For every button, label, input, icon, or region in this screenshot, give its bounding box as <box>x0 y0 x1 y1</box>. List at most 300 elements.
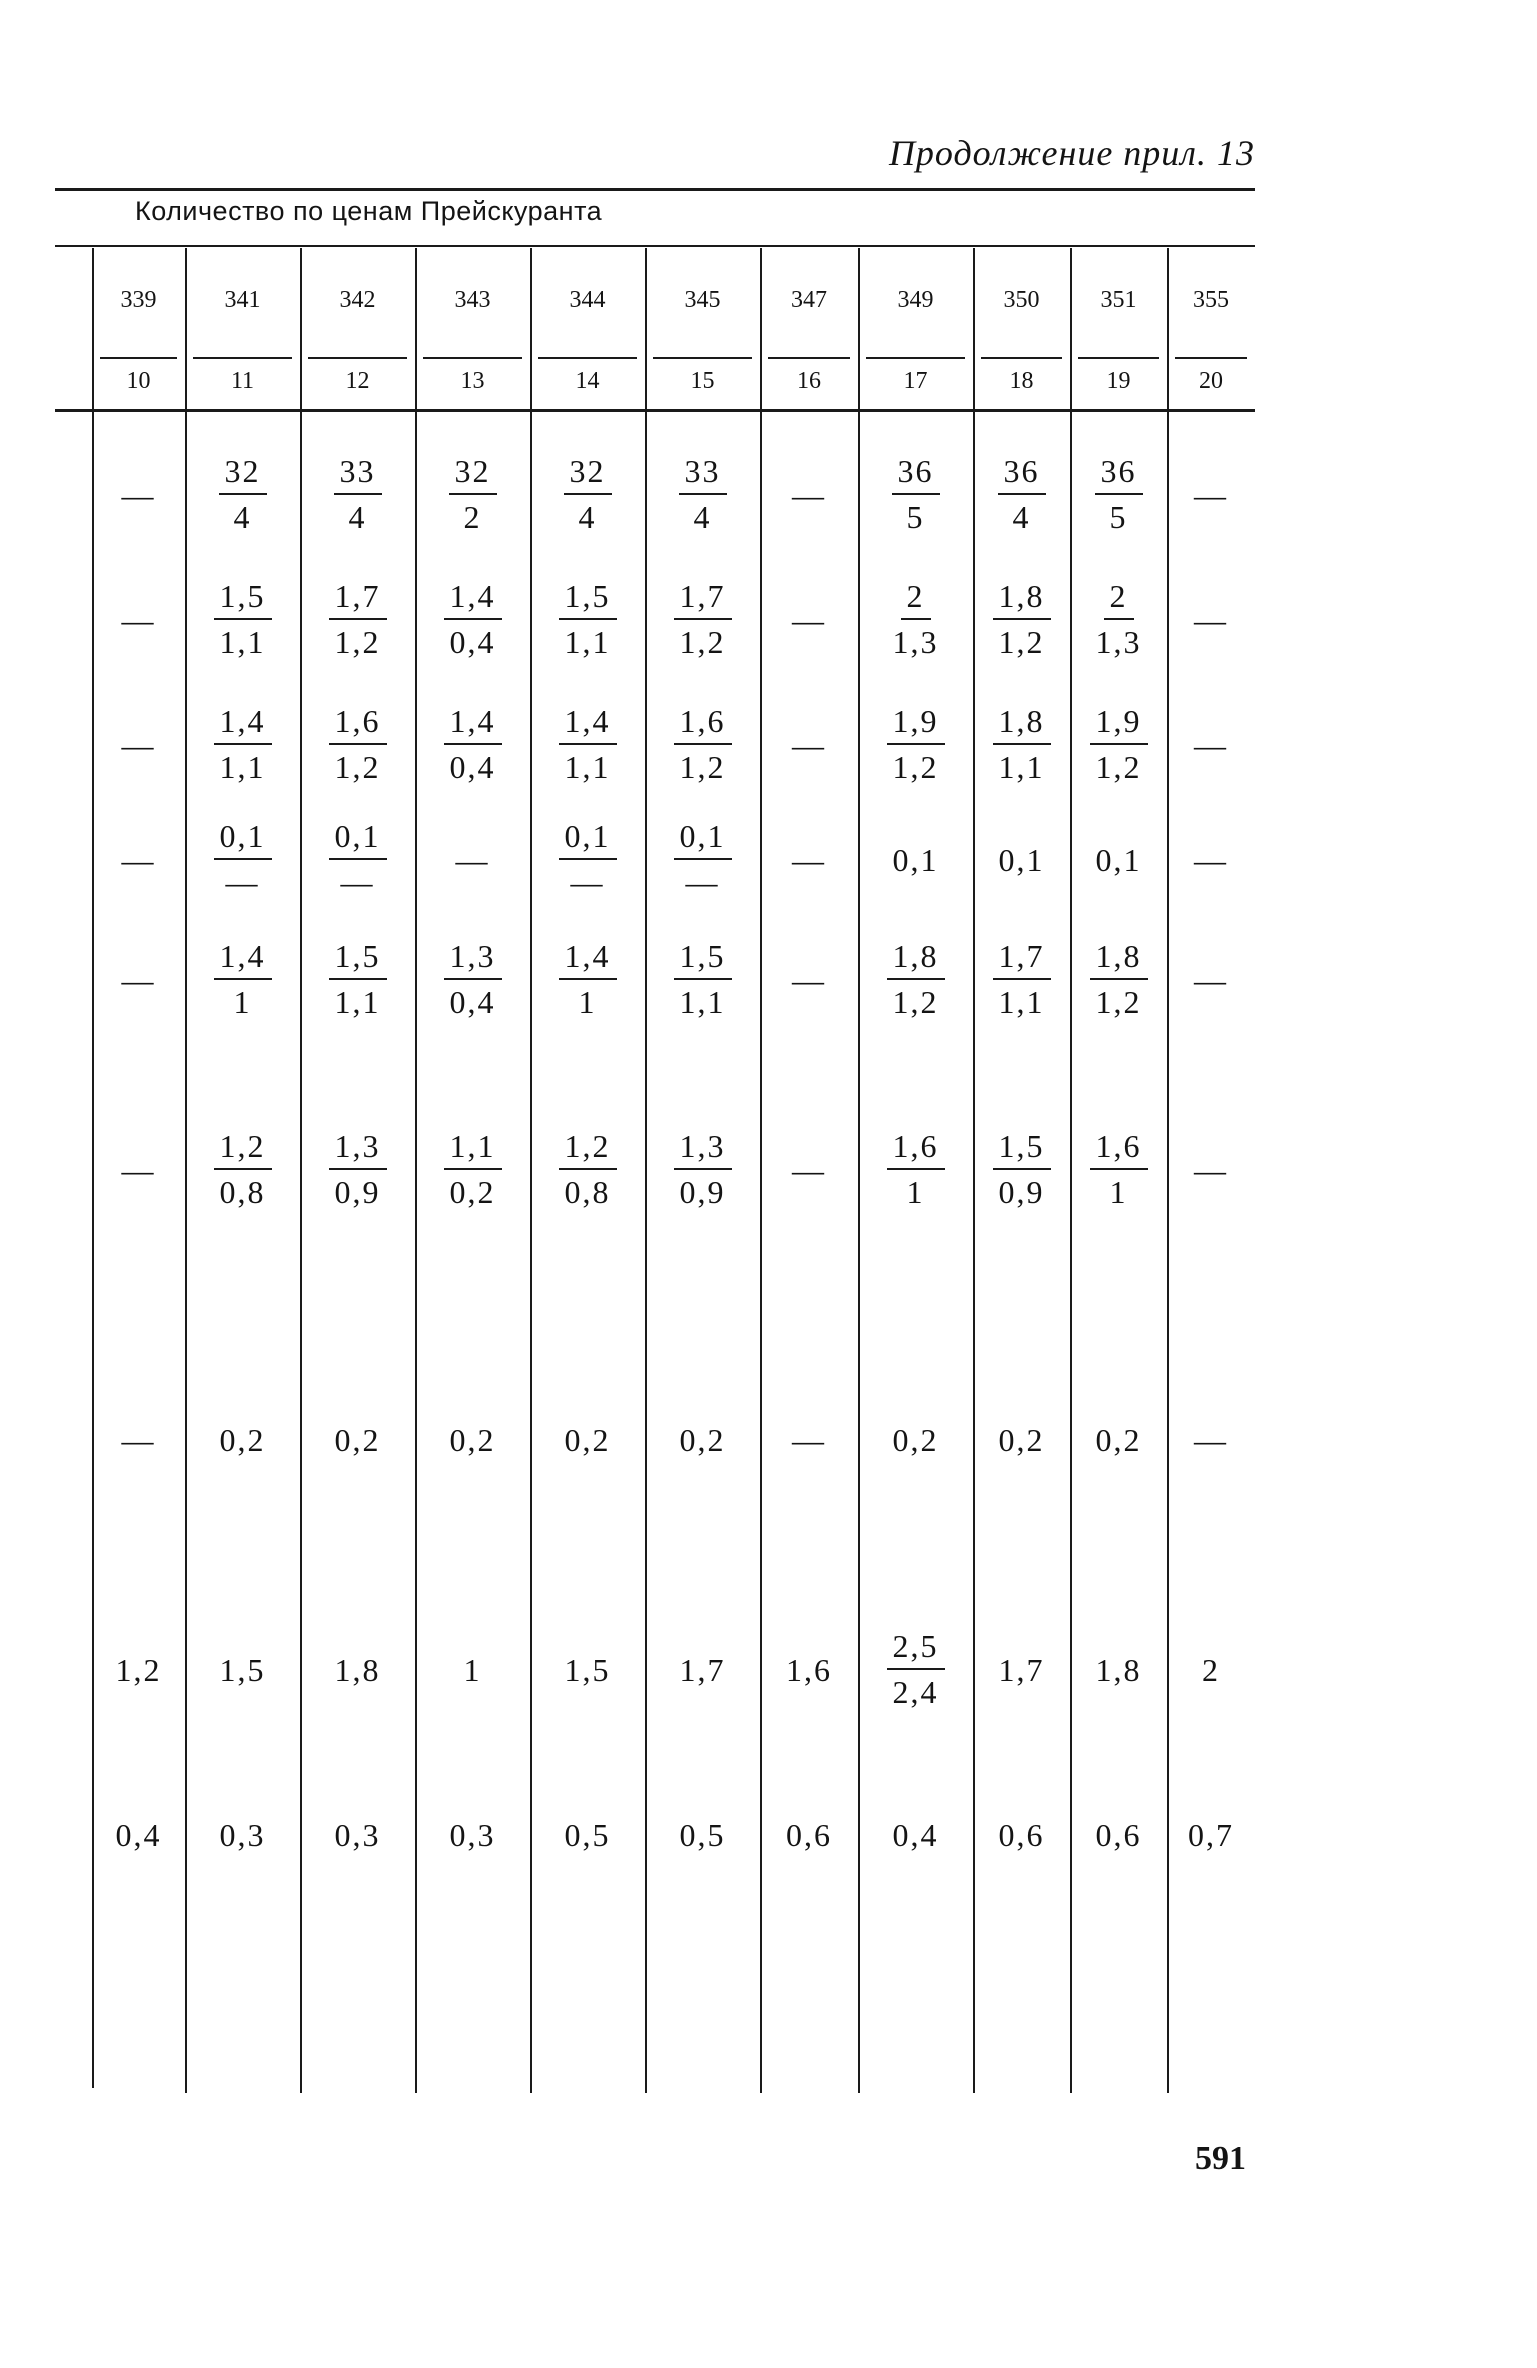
cell-value: 1,7 <box>998 1651 1045 1688</box>
fraction-numerator: 1,2 <box>214 1130 272 1170</box>
table-cell <box>645 1600 760 1740</box>
column-header: 347 <box>791 287 827 313</box>
dash-placeholder: — <box>792 601 826 638</box>
fraction-denominator: 4 <box>1012 498 1031 535</box>
header-sub-rule <box>653 357 752 359</box>
table-cell <box>415 1780 530 1890</box>
table-cell <box>92 925 185 1035</box>
table-cell <box>1070 690 1167 800</box>
table-cell <box>185 690 300 800</box>
table-cell <box>415 565 530 675</box>
column-number: 12 <box>345 368 370 394</box>
table-cell <box>185 1100 300 1240</box>
header-sub-rule <box>866 357 965 359</box>
fraction-denominator: 2 <box>463 498 482 535</box>
table-cell <box>858 1100 973 1240</box>
fraction-value <box>887 1630 945 1710</box>
header-sub-rule <box>423 357 522 359</box>
page-header: Продолжение прил. 13 <box>888 133 1255 173</box>
header-sub-rule <box>100 357 177 359</box>
table-cell <box>645 1380 760 1500</box>
fraction-value <box>214 1130 272 1210</box>
fraction-numerator: 1,8 <box>993 705 1051 745</box>
fraction-denominator: — <box>570 863 605 900</box>
fraction-numerator: 33 <box>679 455 727 495</box>
fraction-value <box>993 1130 1051 1210</box>
fraction-value <box>214 940 272 1020</box>
dash-placeholder: — <box>1194 476 1228 513</box>
table-cell <box>300 1100 415 1240</box>
table-cell <box>1070 810 1167 910</box>
fraction-denominator: 1,1 <box>219 623 266 660</box>
table-cell <box>973 440 1070 550</box>
table-cell <box>300 810 415 910</box>
fraction-numerator: 1,5 <box>329 940 387 980</box>
table-cell <box>415 1380 530 1500</box>
table-cell <box>645 1780 760 1890</box>
fraction-denominator: — <box>340 863 375 900</box>
table-cell <box>973 565 1070 675</box>
fraction-denominator: 4 <box>233 498 252 535</box>
table-cell <box>185 565 300 675</box>
table-cell <box>415 440 530 550</box>
table-cell <box>858 440 973 550</box>
fraction-value <box>329 580 387 660</box>
table-cell <box>530 565 645 675</box>
fraction-denominator: 0,9 <box>334 1173 381 1210</box>
fraction-denominator: 1 <box>1109 1173 1128 1210</box>
fraction-denominator: — <box>685 863 720 900</box>
fraction-numerator: 36 <box>892 455 940 495</box>
cell-value: 0,3 <box>219 1816 266 1853</box>
table-cell <box>530 1600 645 1740</box>
fraction-value <box>559 1130 617 1210</box>
fraction-numerator: 1,5 <box>993 1130 1051 1170</box>
fraction-value <box>674 940 732 1020</box>
fraction-denominator: 0,9 <box>679 1173 726 1210</box>
cell-value: 0,2 <box>679 1421 726 1458</box>
fraction-denominator: 1,2 <box>334 623 381 660</box>
fraction-denominator: 0,4 <box>449 623 496 660</box>
fraction-value <box>892 455 940 535</box>
fraction-value <box>679 455 727 535</box>
table-cell <box>415 1100 530 1240</box>
cell-value: 0,2 <box>892 1421 939 1458</box>
fraction-denominator: 1,1 <box>564 623 611 660</box>
table-cell <box>530 440 645 550</box>
fraction-numerator: 1,4 <box>444 705 502 745</box>
fraction-denominator: 1,2 <box>679 748 726 785</box>
column-number: 19 <box>1106 368 1131 394</box>
table-cell <box>185 810 300 910</box>
column-number: 17 <box>903 368 928 394</box>
fraction-numerator: 1,1 <box>444 1130 502 1170</box>
table-cell <box>1070 925 1167 1035</box>
table-cell <box>185 1600 300 1740</box>
dash-placeholder: — <box>121 841 156 878</box>
fraction-denominator: 1,1 <box>334 983 381 1020</box>
fraction-numerator: 1,3 <box>329 1130 387 1170</box>
table-cell <box>1070 1380 1167 1500</box>
table-cell <box>300 925 415 1035</box>
dash-placeholder: — <box>1194 726 1228 763</box>
cell-value: 0,4 <box>115 1816 162 1853</box>
column-number: 14 <box>575 368 600 394</box>
table-cell <box>760 810 858 910</box>
fraction-numerator: 0,1 <box>329 820 387 860</box>
fraction-numerator: 1,9 <box>887 705 945 745</box>
fraction-value <box>887 1130 945 1210</box>
dash-placeholder: — <box>792 726 826 763</box>
fraction-denominator: — <box>225 863 260 900</box>
fraction-numerator: 1,8 <box>887 940 945 980</box>
dash-placeholder: — <box>121 476 156 513</box>
dash-placeholder: — <box>121 1151 156 1188</box>
table-cell <box>300 440 415 550</box>
fraction-value <box>674 705 732 785</box>
table-cell <box>858 690 973 800</box>
dash-placeholder: — <box>792 961 826 998</box>
fraction-value <box>1090 940 1148 1020</box>
fraction-denominator: 1,1 <box>679 983 726 1020</box>
table-cell <box>1167 810 1255 910</box>
column-header: 342 <box>339 287 376 313</box>
dash-placeholder: — <box>792 841 826 878</box>
dash-placeholder: — <box>792 1151 826 1188</box>
column-header: 345 <box>684 287 721 313</box>
fraction-numerator: 1,9 <box>1090 705 1148 745</box>
fraction-numerator: 1,2 <box>559 1130 617 1170</box>
table-cell <box>1070 1780 1167 1890</box>
fraction-value <box>214 820 272 900</box>
table-cell <box>760 565 858 675</box>
table-cell <box>300 690 415 800</box>
column-number: 10 <box>126 368 151 394</box>
dash-placeholder: — <box>1194 1151 1228 1188</box>
table-cell <box>1167 1100 1255 1240</box>
column-number: 16 <box>797 368 821 394</box>
fraction-numerator: 1,4 <box>214 940 272 980</box>
table-cell <box>1167 1780 1255 1890</box>
table-cell <box>858 1600 973 1740</box>
fraction-numerator: 36 <box>998 455 1046 495</box>
table-cell <box>1167 1600 1255 1740</box>
table-cell <box>530 690 645 800</box>
cell-value: 0,6 <box>786 1816 832 1853</box>
table-cell <box>973 1600 1070 1740</box>
header-sub-rule <box>1175 357 1247 359</box>
table-cell <box>92 690 185 800</box>
fraction-denominator: 0,9 <box>998 1173 1045 1210</box>
top-rule <box>55 188 1255 191</box>
fraction-numerator: 32 <box>564 455 612 495</box>
header-bottom-rule <box>55 409 1255 412</box>
fraction-denominator: 5 <box>1109 498 1128 535</box>
fraction-value <box>329 1130 387 1210</box>
cell-value: 0,1 <box>1095 841 1142 878</box>
table-cell <box>645 810 760 910</box>
fraction-denominator: 1,2 <box>998 623 1045 660</box>
table-cell <box>760 1780 858 1890</box>
header-sub-rule <box>768 357 850 359</box>
fraction-numerator: 1,4 <box>444 580 502 620</box>
fraction-numerator: 2 <box>901 580 931 620</box>
dash-placeholder: — <box>121 601 156 638</box>
group-label: Количество по ценам Прейскуранта <box>135 196 603 226</box>
fraction-numerator: 2,5 <box>887 1630 945 1670</box>
cell-value: 0,2 <box>998 1421 1045 1458</box>
table-cell <box>92 1600 185 1740</box>
dash-placeholder: — <box>121 961 156 998</box>
table-cell <box>92 1380 185 1500</box>
table-cell <box>530 1780 645 1890</box>
header-sub-rule <box>981 357 1062 359</box>
fraction-value <box>559 580 617 660</box>
column-header: 355 <box>1193 287 1229 313</box>
table-cell <box>645 440 760 550</box>
table-cell <box>92 810 185 910</box>
fraction-denominator: 1,2 <box>679 623 726 660</box>
fraction-value <box>887 940 945 1020</box>
fraction-numerator: 1,3 <box>674 1130 732 1170</box>
cell-value: 0,2 <box>219 1421 266 1458</box>
cell-value: 1,2 <box>115 1651 162 1688</box>
fraction-numerator: 0,1 <box>214 820 272 860</box>
cell-value: 0,2 <box>449 1421 496 1458</box>
table-cell <box>1167 1380 1255 1500</box>
dash-placeholder: — <box>1194 961 1228 998</box>
table-cell <box>415 925 530 1035</box>
fraction-numerator: 1,6 <box>1090 1130 1148 1170</box>
fraction-value <box>559 940 617 1020</box>
page-number: 591 <box>1195 2140 1246 2177</box>
column-header: 343 <box>454 287 491 313</box>
fraction-denominator: 1 <box>906 1173 925 1210</box>
fraction-value <box>674 1130 732 1210</box>
column-header: 341 <box>224 287 261 313</box>
table-cell <box>858 1780 973 1890</box>
fraction-denominator: 1,2 <box>1095 748 1142 785</box>
fraction-numerator: 1,6 <box>887 1130 945 1170</box>
cell-value: 1,8 <box>1095 1651 1142 1688</box>
fraction-value <box>893 580 939 660</box>
table-cell <box>973 1780 1070 1890</box>
cell-value: 0,4 <box>892 1816 939 1853</box>
fraction-numerator: 32 <box>219 455 267 495</box>
fraction-value <box>998 455 1046 535</box>
fraction-value <box>444 940 502 1020</box>
fraction-value <box>334 455 382 535</box>
table-cell <box>530 810 645 910</box>
cell-value: 0,6 <box>998 1816 1045 1853</box>
dash-placeholder: — <box>1194 601 1228 638</box>
table-cell <box>760 690 858 800</box>
table-cell <box>858 565 973 675</box>
table-cell <box>760 1380 858 1500</box>
fraction-value <box>1090 1130 1148 1210</box>
fraction-value <box>219 455 267 535</box>
fraction-numerator: 1,8 <box>993 580 1051 620</box>
fraction-denominator: 2,4 <box>892 1673 939 1710</box>
fraction-numerator: 1,6 <box>329 705 387 745</box>
table-cell <box>973 1100 1070 1240</box>
fraction-denominator: 1 <box>578 983 597 1020</box>
table-cell <box>1070 440 1167 550</box>
fraction-denominator: 0,4 <box>449 983 496 1020</box>
table-cell <box>185 1780 300 1890</box>
fraction-denominator: 1 <box>233 983 252 1020</box>
dash-placeholder: — <box>121 726 156 763</box>
fraction-value <box>559 820 617 900</box>
cell-value: 0,3 <box>334 1816 381 1853</box>
table-cell <box>858 1380 973 1500</box>
cell-value: 0,6 <box>1095 1816 1142 1853</box>
fraction-numerator: 1,5 <box>559 580 617 620</box>
table-cell <box>645 925 760 1035</box>
group-rule <box>55 245 1255 247</box>
table-cell <box>92 1100 185 1240</box>
cell-value: 0,2 <box>1095 1421 1142 1458</box>
dash-placeholder: — <box>1194 841 1228 878</box>
table-cell <box>300 1600 415 1740</box>
fraction-value <box>444 705 502 785</box>
cell-value: 0,5 <box>679 1816 726 1853</box>
table-cell <box>1070 1600 1167 1740</box>
table-cell <box>415 690 530 800</box>
table-cell <box>973 1380 1070 1500</box>
fraction-value <box>329 820 387 900</box>
column-number: 20 <box>1199 368 1223 394</box>
fraction-numerator: 1,7 <box>329 580 387 620</box>
table-cell <box>1167 925 1255 1035</box>
fraction-numerator: 1,6 <box>674 705 732 745</box>
cell-value: 1 <box>463 1651 482 1688</box>
fraction-numerator: 1,8 <box>1090 940 1148 980</box>
table-cell <box>973 810 1070 910</box>
fraction-value <box>559 705 617 785</box>
dash-placeholder: — <box>1194 1421 1228 1458</box>
fraction-numerator: 36 <box>1095 455 1143 495</box>
table-cell <box>300 1380 415 1500</box>
table-cell <box>300 1780 415 1890</box>
cell-value: 1,5 <box>219 1651 266 1688</box>
fraction-numerator: 0,1 <box>559 820 617 860</box>
fraction-numerator: 32 <box>449 455 497 495</box>
cell-value: 1,7 <box>679 1651 726 1688</box>
fraction-denominator: 1,1 <box>998 748 1045 785</box>
table-cell <box>1070 1100 1167 1240</box>
cell-value: 1,8 <box>334 1651 381 1688</box>
table-cell <box>645 565 760 675</box>
column-header: 339 <box>120 287 157 313</box>
header-sub-rule <box>1078 357 1159 359</box>
table-cell <box>530 925 645 1035</box>
table-cell <box>973 925 1070 1035</box>
fraction-denominator: 0,2 <box>449 1173 496 1210</box>
table-cell <box>760 1600 858 1740</box>
fraction-value <box>1095 455 1143 535</box>
column-header: 344 <box>569 287 606 313</box>
table-cell <box>858 810 973 910</box>
fraction-numerator: 1,7 <box>674 580 732 620</box>
table-cell <box>973 690 1070 800</box>
fraction-denominator: 1,2 <box>334 748 381 785</box>
cell-value: 0,2 <box>334 1421 381 1458</box>
fraction-denominator: 1,2 <box>892 748 939 785</box>
table-cell <box>530 1380 645 1500</box>
cell-value: 0,7 <box>1188 1816 1234 1853</box>
dash-placeholder: — <box>455 841 490 878</box>
fraction-numerator: 33 <box>334 455 382 495</box>
fraction-denominator: 0,8 <box>564 1173 611 1210</box>
table-cell <box>185 1380 300 1500</box>
fraction-denominator: 1,1 <box>564 748 611 785</box>
fraction-denominator: 0,8 <box>219 1173 266 1210</box>
cell-value: 0,3 <box>449 1816 496 1853</box>
fraction-denominator: 1,2 <box>892 983 939 1020</box>
table-cell <box>760 925 858 1035</box>
table-cell <box>415 810 530 910</box>
fraction-value <box>214 705 272 785</box>
table-cell <box>760 440 858 550</box>
table-cell <box>1167 565 1255 675</box>
fraction-denominator: 4 <box>693 498 712 535</box>
table-cell <box>1167 440 1255 550</box>
fraction-value <box>993 940 1051 1020</box>
table-cell <box>415 1600 530 1740</box>
fraction-value <box>993 705 1051 785</box>
table-cell <box>1070 565 1167 675</box>
fraction-denominator: 4 <box>348 498 367 535</box>
fraction-denominator: 0,4 <box>449 748 496 785</box>
table-cell <box>645 690 760 800</box>
fraction-numerator: 1,4 <box>559 940 617 980</box>
table-cell <box>760 1100 858 1240</box>
dash-placeholder: — <box>792 1421 826 1458</box>
dash-placeholder: — <box>792 476 826 513</box>
fraction-value <box>1090 705 1148 785</box>
header-sub-rule <box>538 357 637 359</box>
table-cell <box>858 925 973 1035</box>
fraction-denominator: 1,2 <box>1095 983 1142 1020</box>
fraction-value <box>444 1130 502 1210</box>
fraction-denominator: 1,3 <box>1095 623 1142 660</box>
table-cell <box>1167 690 1255 800</box>
table-cell <box>300 565 415 675</box>
fraction-value <box>887 705 945 785</box>
fraction-value <box>1096 580 1142 660</box>
table-cell <box>92 565 185 675</box>
cell-value: 0,5 <box>564 1816 611 1853</box>
header-sub-rule <box>193 357 292 359</box>
cell-value: 2 <box>1202 1651 1220 1688</box>
column-header: 350 <box>1003 287 1040 313</box>
table-cell <box>185 440 300 550</box>
fraction-numerator: 0,1 <box>674 820 732 860</box>
fraction-value <box>329 940 387 1020</box>
fraction-value <box>993 580 1051 660</box>
cell-value: 1,6 <box>786 1651 832 1688</box>
cell-value: 1,5 <box>564 1651 611 1688</box>
fraction-denominator: 1,1 <box>219 748 266 785</box>
table-cell <box>185 925 300 1035</box>
fraction-denominator: 1,3 <box>892 623 939 660</box>
fraction-numerator: 1,7 <box>993 940 1051 980</box>
fraction-numerator: 2 <box>1104 580 1134 620</box>
fraction-numerator: 1,5 <box>674 940 732 980</box>
cell-value: 0,2 <box>564 1421 611 1458</box>
table-cell <box>92 1780 185 1890</box>
